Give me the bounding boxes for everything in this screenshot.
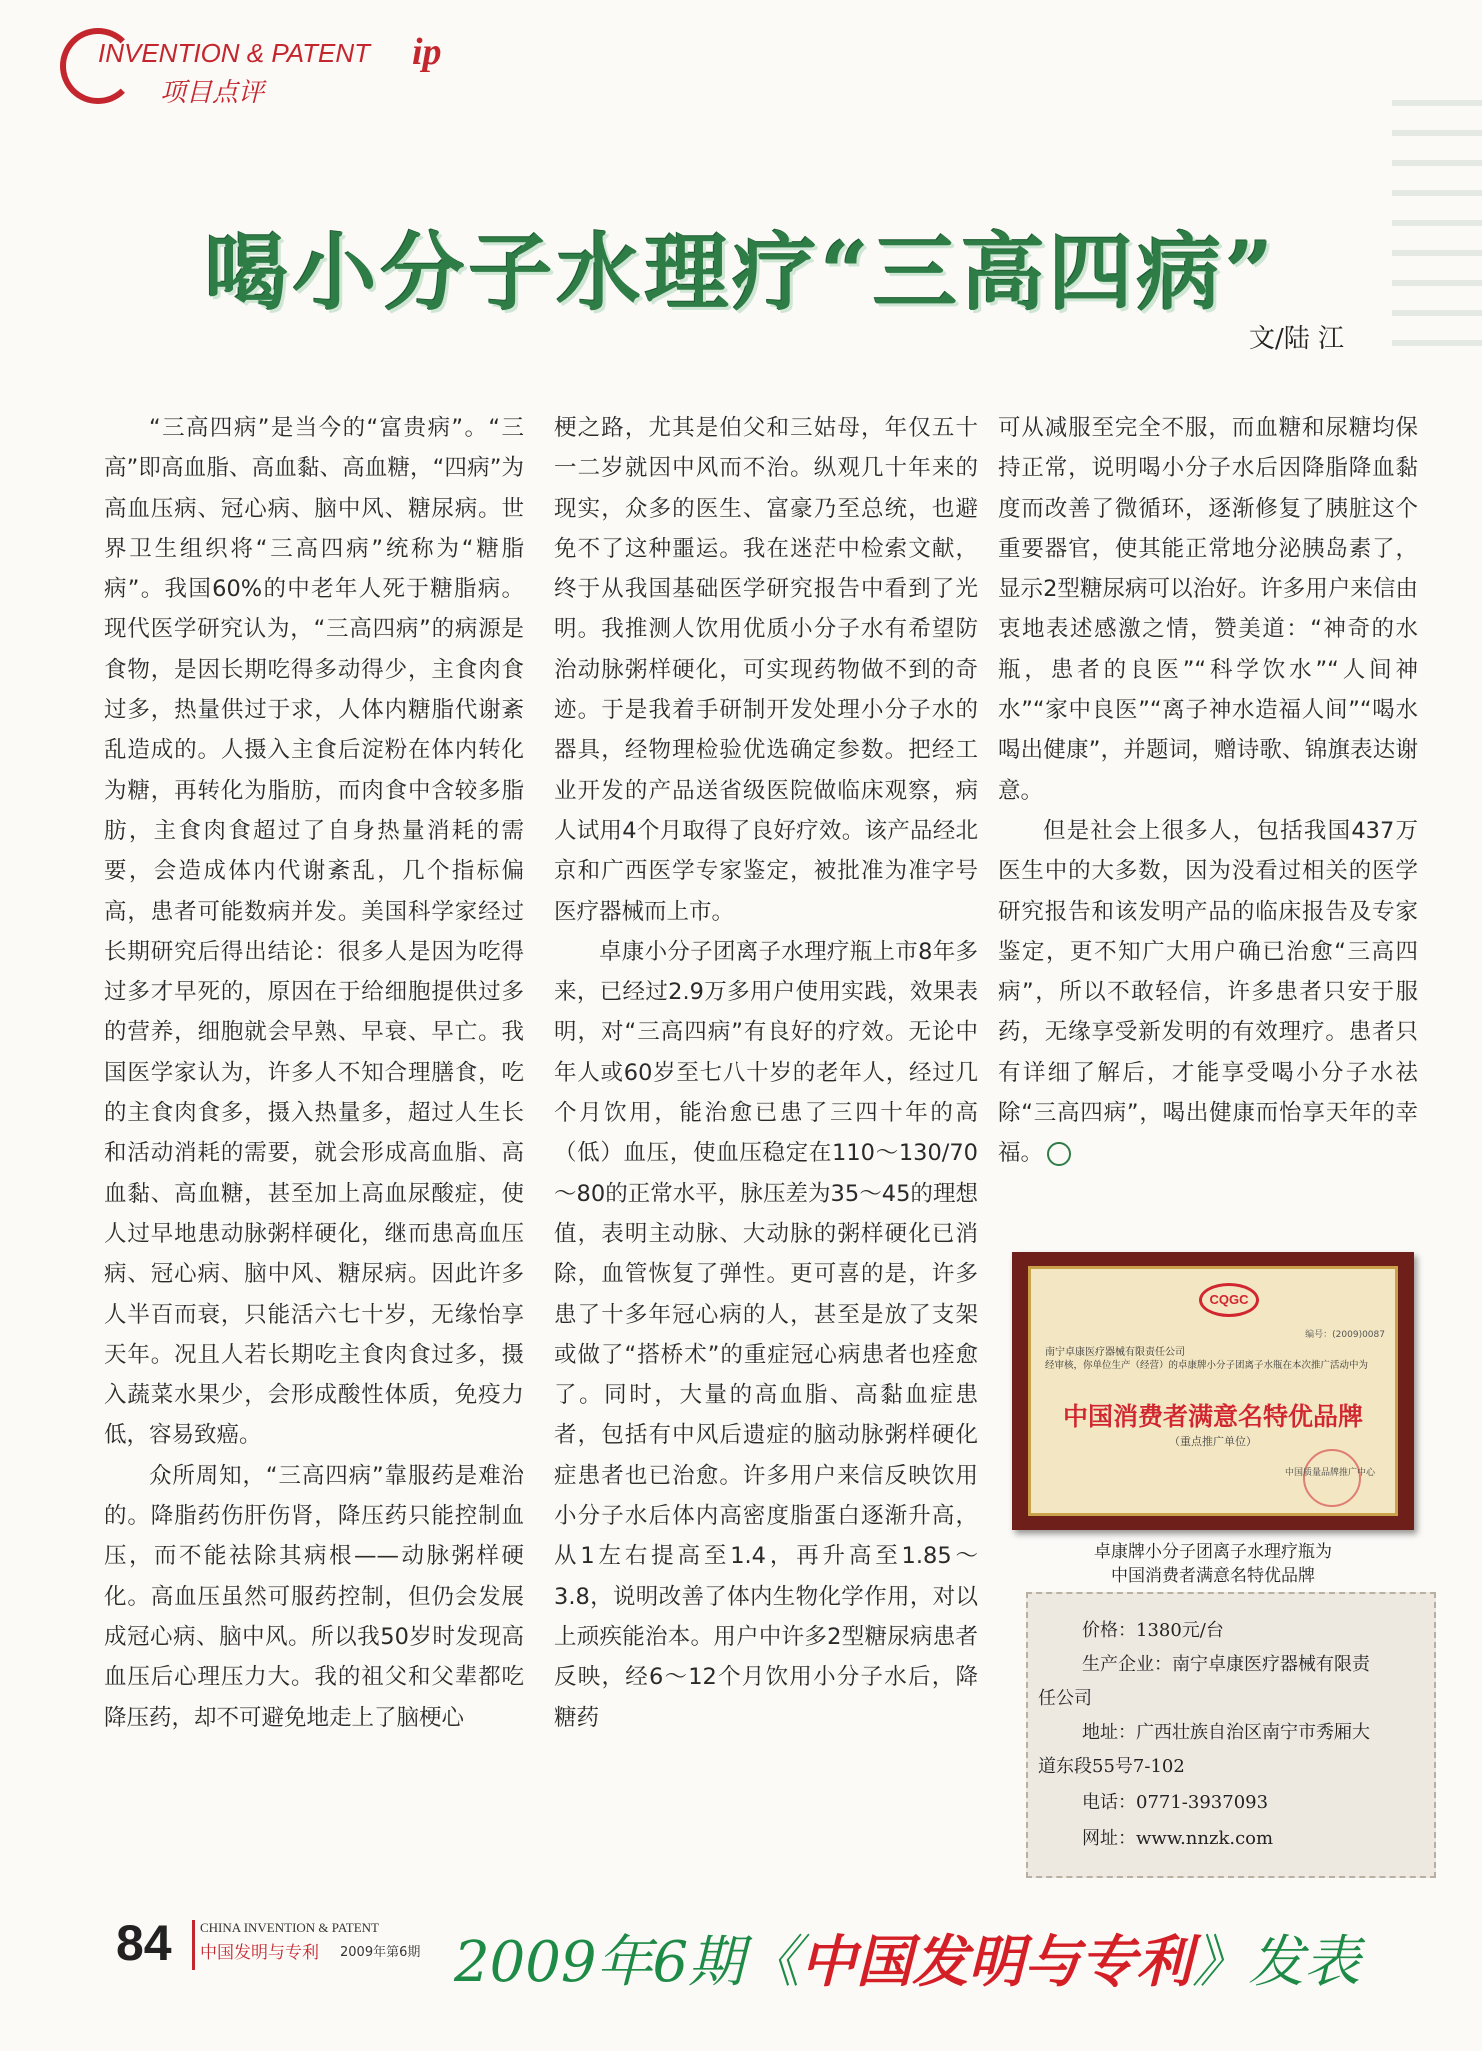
certificate-issuer: 中国质量品牌推广中心 xyxy=(1284,1468,1375,1478)
address: 地址：广西壮族自治区南宁市秀厢大 xyxy=(1082,1722,1370,1743)
page-number: 84 xyxy=(116,1915,172,1971)
website: 网址：www.nnzk.com xyxy=(1082,1828,1274,1849)
text-column-3 xyxy=(998,408,1418,1174)
paragraph: 卓康小分子团离子水理疗瓶上市8年多来，已经过2.9万多用户使用实践，效果表明，对“三高四病”有良好的疗效。无论中年人或60岁至七八十岁的老年人，经过几个月饮用，能治愈已患了三四十年的高（低）血压，使血压稳定在110～130/70～80的正常水平，脉压差为35～45的理想值，表明主动脉、大动脉的粥样硬化已消除，血管恢复了弹性。更可喜的是，许多患了十多年冠心病的人，甚至是放了支架或做了“搭桥术”的重症冠心病患者也痊愈了。同时，大量的高血脂、高黏血症患者，包括有中风后遗症的脑动脉粥样硬化症患者也已治愈。许多用户来信反映饮用小分子水后体内高密度脂蛋白逐渐升高，从1左右提高至1.4，再升高至1.85～3.8，说明改善了体内生物化学作用，对以上顽疾能治本。用户中许多2型糖尿病患者反映，经6～12个月饮用小分子水后，降糖药 xyxy=(554,938,978,1731)
photo-caption xyxy=(1012,1540,1414,1588)
certificate-company: 南宁卓康医疗器械有限责任公司 xyxy=(1045,1347,1185,1358)
article-author: 文/陆 江 xyxy=(1248,324,1344,354)
certificate-number: 编号：(2009)0087 xyxy=(1305,1330,1385,1340)
certificate-award: 中国消费者满意名特优品牌 xyxy=(1062,1402,1363,1431)
ip-logo: ip xyxy=(412,31,442,73)
text-column-1 xyxy=(104,408,524,1738)
paragraph: 众所周知，“三高四病”靠服药是难治的。降脂药伤肝伤肾，降压药只能控制血压，而不能祛除其病根——动脉粥样硬化。高血压虽然可服药控制，但仍会发展成冠心病、脑中风。所以我50岁时发现高血压后心理压力大。我的祖父和父辈都吃降压药，却不可避免地走上了脑梗心 xyxy=(104,1462,524,1731)
footer-magazine-en: CHINA INVENTION & PATENT xyxy=(200,1920,379,1935)
text-column-2 xyxy=(554,408,978,1738)
producer-cont: 任公司 xyxy=(1038,1688,1092,1709)
footer-issue: 2009年第6期 xyxy=(340,1945,421,1960)
paragraph: 梗之路，尤其是伯父和三姑母，年仅五十一二岁就因中风而不治。纵观几十年来的现实，众多的医生、富豪乃至总统，也避免不了这种噩运。我在迷茫中检索文献，终于从我国基础医学研究报告中看到了光明。我推测人饮用优质小分子水有希望防治动脉粥样硬化，可实现药物做不到的奇迹。于是我着手研制开发处理小分子水的器具，经物理检验优选确定参数。把经工业开发的产品送省级医院做临床观察，病人试用4个月取得了良好疗效。该产品经北京和广西医学专家鉴定，被批准为准字号医疗器械而上市。 xyxy=(554,415,978,925)
caption-line: 中国消费者满意名特优品牌 xyxy=(1111,1566,1315,1586)
handwritten-published: 》发表 xyxy=(1192,1930,1361,1995)
paragraph xyxy=(998,811,1418,1174)
paragraph: “三高四病”是当今的“富贵病”。“三高”即高血脂、高血黏、高血糖，“四病”为高血压病、冠心病、脑中风、糖尿病。世界卫生组织将“三高四病”统称为“糖脂病”。我国60%的中老年人死于糖脂病。现代医学研究认为，“三高四病”的病源是食物，是因长期吃得多动得少，主食肉食过多，热量供过于求，人体内糖脂代谢紊乱造成的。人摄入主食后淀粉在体内转化为糖，再转化为脂肪，而肉食中含较多脂肪，主食肉食超过了自身热量消耗的需要，会造成体内代谢紊乱，几个指标偏高，患者可能数病并发。美国科学家经过长期研究后得出结论：很多人是因为吃得过多才早死的，原因在于给细胞提供过多的营养，细胞就会早熟、早衰、早亡。我国医学家认为，许多人不知合理膳食，吃的主食肉食多，摄入热量多，超过人生长和活动消耗的需要，就会形成高血脂、高血黏、高血糖，甚至加上高血尿酸症，使人过早地患动脉粥样硬化，继而患高血压病、冠心病、脑中风、糖尿病。因此许多人半百而衰，只能活六七十岁，无缘怡享天年。况且人若长期吃主食肉食过多，摄入蔬菜水果少，会形成酸性体质，免疫力低，容易致癌。 xyxy=(104,415,524,1449)
article-title: 喝小分子水理疗“三高四病” xyxy=(204,223,1278,322)
paragraph: 可从减服至完全不服，而血糖和尿糖均保持正常，说明喝小分子水后因降脂降血黏度而改善了微循环，逐渐修复了胰脏这个重要器官，使其能正常地分泌胰岛素了，显示2型糖尿病可以治好。许多用户来信由衷地表述感激之情，赞美道：“神奇的水瓶，患者的良医”“科学饮水”“人间神水”“家中良医”“离子神水造福人间”“喝水喝出健康”，并题词，赠诗歌、锦旗表达谢意。 xyxy=(998,415,1418,804)
handwritten-note xyxy=(454,1918,1360,1998)
cqgc-logo: CQGC xyxy=(1199,1283,1259,1317)
price: 价格：1380元/台 xyxy=(1082,1620,1224,1641)
section-label: 项目点评 xyxy=(160,78,265,108)
certificate-plaque xyxy=(1028,1266,1398,1516)
caption-line: 卓康牌小分子团离子水理疗瓶为 xyxy=(1094,1542,1332,1562)
magazine-name-en: INVENTION & PATENT xyxy=(98,38,371,68)
footer-magazine-cn: 中国发明与专利 xyxy=(200,1943,319,1963)
certificate-subtitle: （重点推广单位） xyxy=(1169,1435,1257,1448)
producer: 生产企业：南宁卓康医疗器械有限责 xyxy=(1082,1654,1370,1675)
product-info-box xyxy=(1026,1592,1436,1878)
certificate-photo xyxy=(1012,1252,1414,1530)
handwritten-date: 2009年6期《 xyxy=(454,1930,801,1995)
seal-stamp xyxy=(1303,1449,1361,1507)
footer-divider xyxy=(192,1920,195,1970)
end-mark-icon xyxy=(1047,1142,1071,1166)
phone: 电话：0771-3937093 xyxy=(1082,1792,1269,1813)
handwritten-magazine: 中国发明与专利 xyxy=(800,1929,1193,1995)
paragraph-text: 但是社会上很多人，包括我国437万医生中的大多数，因为没看过相关的医学研究报告和该发明产品的临床报告及专家鉴定，更不知广大用户确已治愈“三高四病”，所以不敢轻信，许多患者只安于服药，无缘享受新发明的有效理疗。患者只有详细了解后，才能享受喝小分子水祛除“三高四病”，喝出健康而怡享天年的幸福。 xyxy=(998,817,1418,1167)
magazine-header xyxy=(60,22,580,108)
address-cont: 道东段55号7-102 xyxy=(1038,1756,1185,1777)
certificate-text: 经审核，你单位生产（经营）的卓康牌小分子团离子水瓶在本次推广活动中为 xyxy=(1045,1360,1369,1371)
